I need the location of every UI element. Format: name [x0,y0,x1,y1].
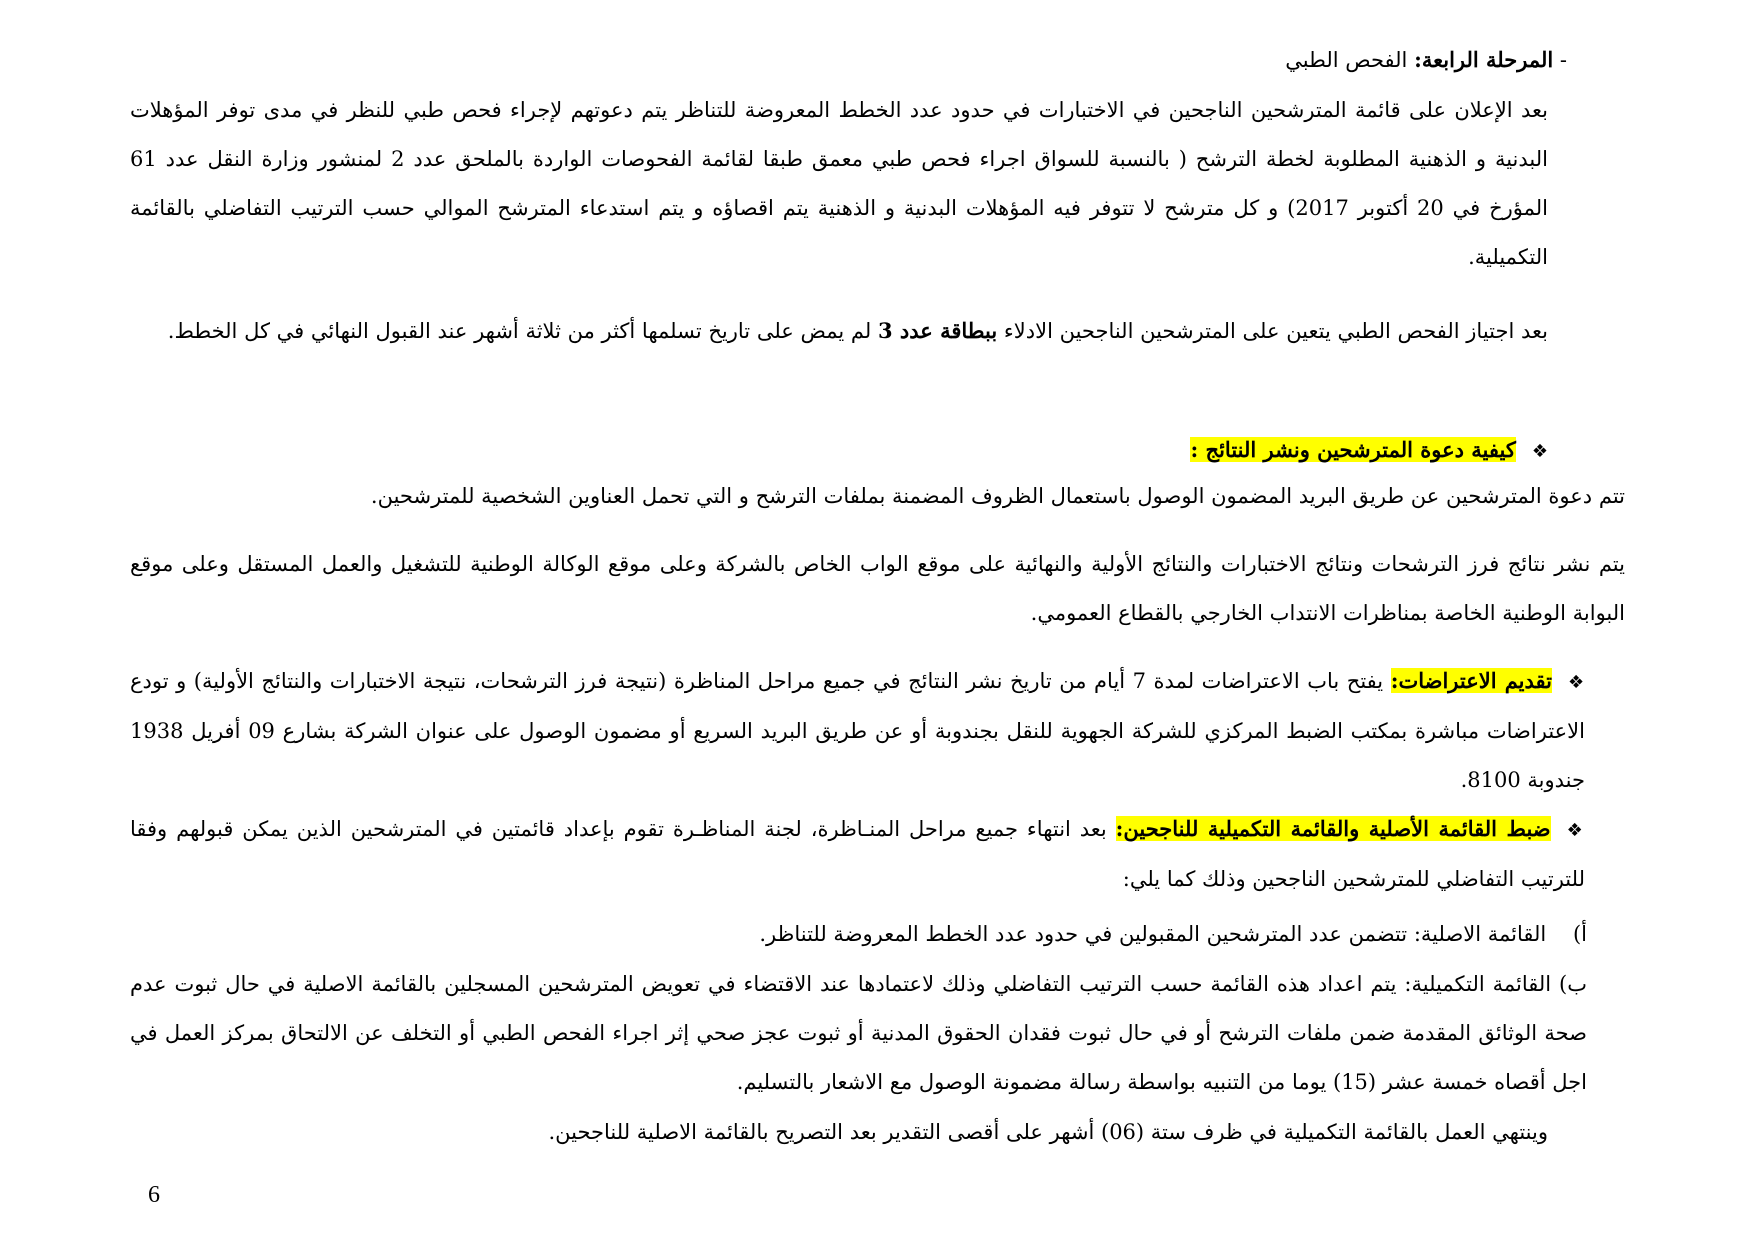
stage4-paragraph-2-part-2: لم يمض على تاريخ تسلمها أكثر من ثلاثة أشهر عند القبول النهائي في كل الخطط. [167,319,872,343]
bullet-icon: ❖ [1531,441,1548,462]
objections-paragraph [130,656,1585,805]
stage4-paragraph-1: بعد الإعلان على قائمة المترشحين الناجحين في الاختبارات في حدود عدد الخطط المعروضة للتناظر يتم دعوتهم لإجراء فحص طبي للنظر في مدى توفر المؤهلات البدنية و الذهنية المطلوبة لخطة الترشح ( بالنسبة للسواق اجراء فحص طبي معمق طبقا لقائمة الفحوصات الواردة بالملحق عدد 2 لمنشور وزارة النقل عدد 61 المؤرخ في 20 أكتوبر 2017) و كل مترشح لا تتوفر فيه المؤهلات البدنية و الذهنية يتم اقصاؤه و يتم استدعاء المترشح الموالي حسب الترتيب التفاضلي بالقائمة التكميلية. [130,98,1548,269]
stage4-title: الفحص الطبي [1285,48,1408,72]
invitation-heading-text: كيفية دعوة المترشحين ونشر النتائج : [1190,437,1516,462]
list-item-b-closing: وينتهي العمل بالقائمة التكميلية في ظرف ستة (06) أشهر على أقصى التقدير بعد التصريح بالقائمة الاصلية للناجحين. [548,1120,1548,1144]
lists-label: ضبط القائمة الأصلية والقائمة التكميلية للناجحين: [1115,816,1551,841]
stage4-heading [1285,40,1567,80]
stage4-dash: - [1559,48,1567,72]
list-item-b-marker: ب) [1559,972,1587,996]
invitation-paragraph-1: تتم دعوة المترشحين عن طريق البريد المضمون الوصول باستعمال الظروف المضمنة بملفات الترشح و التي تحمل العناوين الشخصية للمترشحين. [370,484,1625,508]
objections-label: تقديم الاعتراضات: [1390,668,1553,693]
objections-text: يفتح باب الاعتراضات لمدة 7 أيام من تاريخ نشر النتائج في جميع مراحل المناظرة (نتيجة فرز الترشحات، نتيجة الاختبارات والنتائج الأولية) و تودع الاعتراضات مباشرة بمكتب الضبط المركزي للشركة الجهوية للنقل بجندوبة أو عن طريق البريد السريع أو مضمون الوصول على عنوان الشركة بشارع 09 أفريل 1938 جندوبة 8100. [130,669,1585,792]
lists-paragraph [130,804,1585,904]
list-item-b-text: القائمة التكميلية: يتم اعداد هذه القائمة حسب الترتيب التفاضلي وذلك لاعتمادها عند الاقتضاء في تعويض المترشحين المسجلين بالقائمة الاصلية في حال ثبوت عدم صحة الوثائق المقدمة ضمن ملفات الترشح أو في حال ثبوت فقدان الحقوق المدنية أو ثبوت عجز صحي إثر اجراء الفحص الطبي أو التخلف عن الالتحاق بمركز العمل في اجل أقصاه خمسة عشر (15) يوما من التنبيه بواسطة رسالة مضمونة الوصول مع الاشعار بالتسليم. [130,972,1587,1094]
bullet-icon: ❖ [1568,672,1585,693]
stage4-paragraph-2-part-1: بعد اجتياز الفحص الطبي يتعين على المترشحين الناجحين الادلاء [1003,319,1548,343]
list-item-a-text: القائمة الاصلية: تتضمن عدد المترشحين المقبولين في حدود عدد الخطط المعروضة للتناظر. [759,922,1547,946]
page-number: 6 [148,1182,160,1208]
list-item-a [130,910,1587,959]
stage4-paragraph-2 [130,306,1548,356]
card-number-bold: ببطاقة عدد 3 [877,318,998,343]
invitation-paragraph-2: يتم نشر نتائج فرز الترشحات ونتائج الاختبارات والنتائج الأولية والنهائية على موقع الواب الخاص بالشركة وعلى موقع الوكالة الوطنية للتشغيل والعمل المستقل وعلى موقع البوابة الوطنية الخاصة بمناظرات الانتداب الخارجي بالقطاع العمومي. [130,552,1625,625]
bullet-icon: ❖ [1566,820,1585,841]
lists-text: بعد انتهاء جميع مراحل المنـاظرة، لجنة المناظـرة تقوم بإعداد قائمتين في المترشحين الذين يمكن قبولهم وفقا للترتيب التفاضلي للمترشحين الناجحين وذلك كما يلي: [130,817,1585,891]
list-item-b [130,960,1587,1107]
list-item-a-marker: أ) [1572,922,1587,946]
stage4-label: المرحلة الرابعة: [1414,47,1554,72]
invitation-heading [1190,430,1548,472]
